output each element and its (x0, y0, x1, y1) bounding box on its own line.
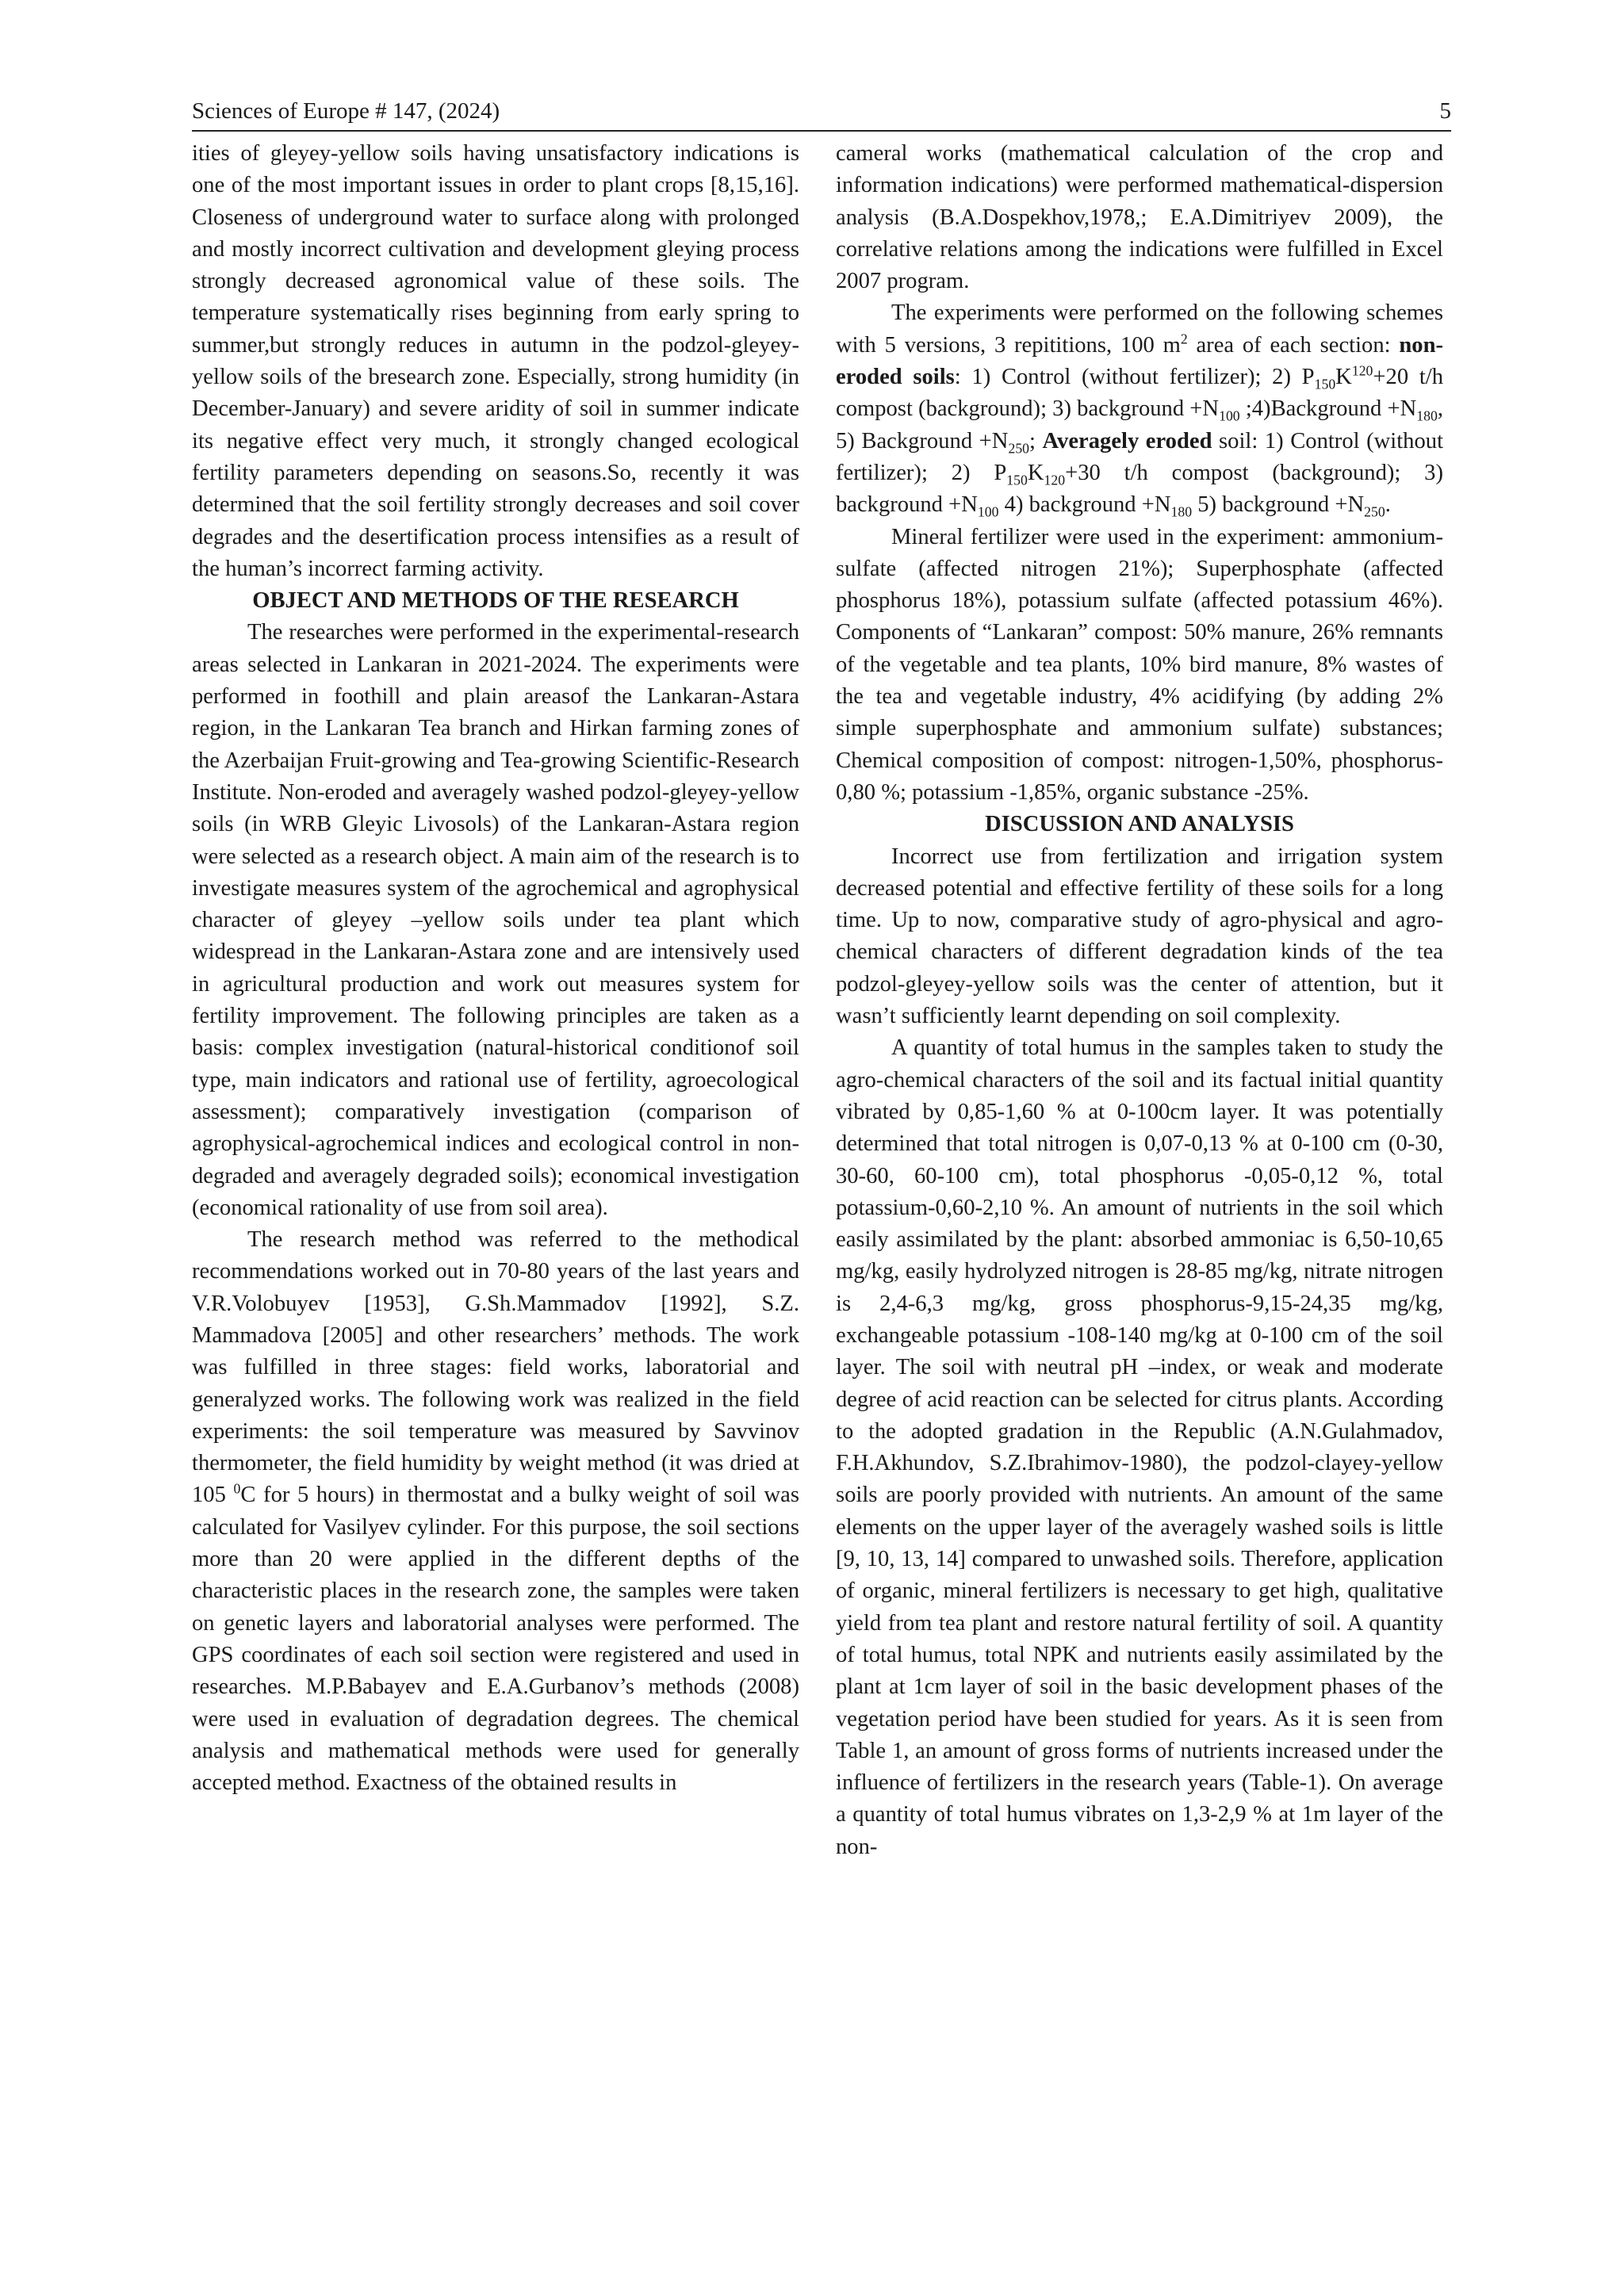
text-run: : 1) Control (without fertilizer); 2) P (954, 365, 1315, 390)
superscript: 2 (1180, 331, 1188, 347)
text-run: The experiments were performed on the following schemes with 5 versions, 3 repititions, 100 m (836, 300, 1443, 358)
subscript: 250 (1008, 440, 1030, 457)
text-run: . (1385, 492, 1391, 518)
text-run: 5) background +N (1192, 492, 1365, 518)
bold-term: non-eroded soils (836, 332, 1443, 390)
text-run: +20 t/h compost (background); 3) background +N (836, 365, 1444, 422)
paragraph: Incorrect use from fertilization and irrigation system decreased potential and effective fertility of these soils for a long time. Up to now, comparative study of agro-physical and agro-chemical characters of different degradation kinds of the tea podzol-gleyey-yellow soils was the center of attention, but it wasn’t sufficiently learnt depending on soil complexity. (836, 844, 1443, 1029)
text-run: K (1027, 460, 1044, 485)
text-run: K (1335, 365, 1352, 390)
paragraph: A quantity of total humus in the samples taken to study the agro-chemical characters of the soil and its factual initial quantity vibrated by 0,85-1,60 % at 0-100cm layer. It was potentially determined that total nitrogen is 0,07-0,13 % at 0-100 cm (0-30, 30-60, 60-100 cm), total phosphorus -0,05-0,12 %, total potassium-0,60-2,10 %. An amount of nutrients in the soil which easily assimilated by the plant: absorbed ammoniac is 6,50-10,65 mg/kg, easily hydrolyzed nitrogen is 28-85 mg/kg, nitrate nitrogen is 2,4-6,3 mg/kg, gross phosphorus-9,15-24,35 mg/kg, exchangeable potassium -108-140 mg/kg at 0-100 cm of the soil layer. The soil with neutral pH –index, or weak and moderate degree of acid reaction can be selected for citrus plants. According to the adopted gradation in the Republic (A.N.Gulahmadov, F.H.Akhundov, S.Z.Ibrahimov-1980), the podzol-clayey-yellow soils are poorly provided with nutrients. An amount of the same elements on the upper layer of the averagely washed soils is little [9, 10, 13, 14] compared to unwashed soils. Therefore, application of organic, mineral fertilizers is necessary to get high, qualitative yield from tea plant and restore natural fertility of soil. A quantity of total humus, total NPK and nutrients easily assimilated by the plant at 1cm layer of soil in the basic development phases of the vegetation period have been studied for years. As it is seen from Table 1, an amount of gross forms of nutrients increased under the influence of fertilizers in the research years (Table-1). On average a quantity of total humus vibrates on 1,3-2,9 % at 1m layer of the non- (836, 1035, 1443, 1859)
bold-term: Averagely eroded (1042, 428, 1212, 453)
text-run: ;4)Background +N (1239, 396, 1417, 422)
section-heading-object-methods: OBJECT AND METHODS OF THE RESEARCH (252, 588, 739, 614)
subscript: 100 (1219, 408, 1240, 425)
text-run: soil: 1) Control (without fertilizer); 2) P (836, 428, 1444, 485)
subscript: 120 (1044, 472, 1066, 488)
text-run: area of each section: (1187, 332, 1400, 358)
subscript: 150 (1006, 472, 1028, 488)
paragraph: ities of gleyey-yellow soils having unsatisfactory indications is one of the most important issues in order to plant crops [8,15,16]. Closeness of underground water to surface along with prolonged and mostly incorrect cultivation and development gleying process strongly decreased agronomical value of these soils. The temperature systematically rises beginning from early spring to summer,but strongly reduces in autumn in the podzol-gleyey-yellow soils of the bresearch zone. Especially, strong humidity (in December-January) and severe aridity of soil in summer indicate its negative effect very much, it strongly changed ecological fertility parameters depending on seasons.So, recently it was determined that the soil fertility strongly decreases and soil cover degrades and the desertification process intensifies as a result of the human’s incorrect farming activity. (192, 141, 799, 581)
page-number: 5 (1439, 98, 1451, 124)
page-header (192, 94, 1451, 132)
text-run: , 5) Background +N (836, 396, 1443, 453)
right-column (836, 138, 1443, 1863)
left-column (192, 138, 799, 1799)
section-heading-discussion: DISCUSSION AND ANALYSIS (985, 812, 1294, 837)
text-run: C for 5 hours) in thermostat and a bulky weight of soil was calculated for Vasilyev cylinder. For this purpose, the soil sections more than 20 were applied in the different depths of the characteristic places in the research zone, the samples were taken on genetic layers and laboratorial analyses were performed. The GPS coordinates of each soil section were registered and used in researches. M.P.Babayev and E.A.Gurbanov’s methods (2008) were used in evaluation of degradation degrees. The chemical analysis and mathematical methods were used for generally accepted method. Exactness of the obtained results in (192, 1483, 799, 1796)
paragraph-experiment-schemes (836, 297, 1443, 521)
text-run: 4) background +N (998, 492, 1171, 518)
subscript: 180 (1170, 503, 1193, 520)
paragraph: cameral works (mathematical calculation of the crop and information indications) were performed mathematical-dispersion analysis (B.A.Dospekhov,1978,; E.A.Dimitriyev 2009), the correlative relations among the indications were fulfilled in Excel 2007 program. (836, 141, 1443, 294)
subscript: 250 (1364, 503, 1385, 520)
subscript: 180 (1416, 408, 1438, 425)
text-run: ; (1029, 428, 1043, 453)
paragraph (192, 1224, 799, 1799)
journal-title: Sciences of Europe # 147, (2024) (192, 98, 500, 124)
subscript: 150 (1314, 376, 1336, 392)
paragraph: Mineral fertilizer were used in the experiment: ammonium-sulfate (affected nitrogen 21%); Superphosphate (affected phosphorus 18%), potassium sulfate (affected potassium 46%). Components of “Lankaran” compost: 50% manure, 26% remnants of the vegetable and tea plants, 10% bird manure, 8% wastes of the tea and vegetable industry, 4% acidifying (by adding 2% simple superphosphate and ammonium sulfate) substances; Chemical composition of compost: nitrogen-1,50%, phosphorus-0,80 %; potassium -1,85%, organic substance -25%. (836, 524, 1443, 805)
paragraph: The researches were performed in the experimental-research areas selected in Lankaran in 2021-2024. The experiments were performed in foothill and plain areasof the Lankaran-Astara region, in the Lankaran Tea branch and Hirkan farming zones of the Azerbaijan Fruit-growing and Tea-growing Scientific-Research Institute. Non-eroded and averagely washed podzol-gleyey-yellow soils (in WRB Gleyic Livosols) of the Lankaran-Astara region were selected as a research object. A main aim of the research is to investigate measures system of the agrochemical and agrophysical character of gleyey –yellow soils under tea plant which widespread in the Lankaran-Astara zone and are intensively used in agricultural production and work out measures system for fertility improvement. The following principles are taken as a basis: complex investigation (natural-historical conditionof soil type, main indicators and rational use of fertility, agroecological assessment); comparatively investigation (comparison of agrophysical-agrochemical indices and ecological control in non-degraded and averagely degraded soils); economical investigation (economical rationality of use from soil area). (192, 620, 799, 1220)
subscript: 100 (977, 503, 999, 520)
text-run: The research method was referred to the methodical recommendations worked out in 70-80 years of the last years and V.R.Volobuyev [1953], G.Sh.Mammadov [1992], S.Z. Mammadova [2005] and other researchers’ methods. The work was fulfilled in three stages: field works, laboratorial and generalyzed works. The following work was realized in the field experiments: the soil temperature was measured by Savvinov thermometer, the field humidity by weight method (it was dried at 105 (192, 1227, 799, 1508)
superscript: 120 (1351, 362, 1373, 379)
superscript: 0 (233, 1480, 241, 1497)
text-run: +30 t/h compost (background); 3) background +N (836, 460, 1443, 518)
